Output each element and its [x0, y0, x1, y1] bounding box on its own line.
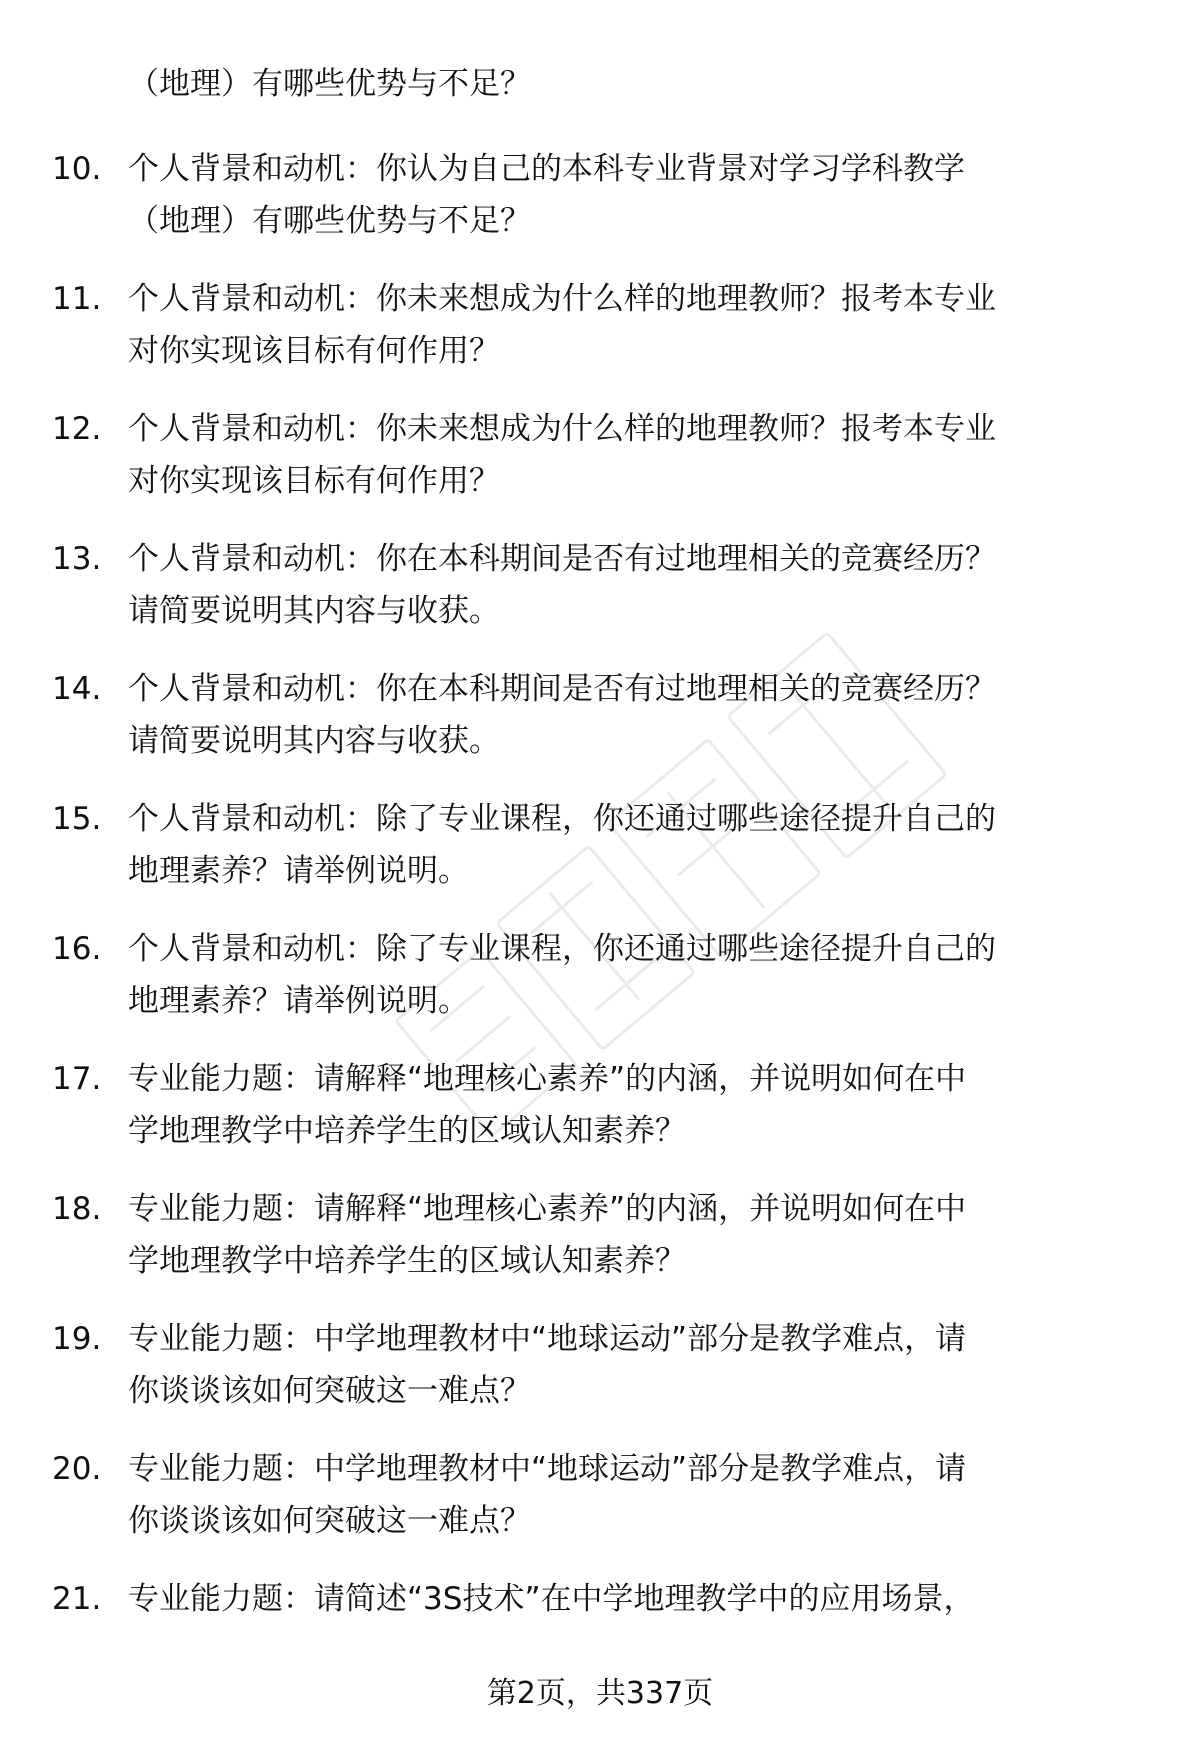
question-number: 19. [52, 1321, 102, 1357]
question-item [0, 1183, 1200, 1313]
question-text [128, 1573, 1138, 1625]
question-text [128, 143, 1138, 247]
question-text [128, 793, 1138, 897]
question-text [128, 923, 1138, 1027]
question-line: 个人背景和动机：除了专业课程，你还通过哪些途径提升自己的 [128, 801, 996, 837]
question-item [0, 793, 1200, 923]
question-line: 专业能力题：中学地理教材中“地球运动”部分是教学难点，请 [128, 1451, 967, 1487]
question-text [128, 1183, 1138, 1287]
question-line: 专业能力题：请解释“地理核心素养”的内涵，并说明如何在中 [128, 1061, 967, 1097]
question-number: 16. [52, 931, 102, 967]
page-footer: 第2页，共337页 [486, 1676, 714, 1711]
question-number: 15. [52, 801, 102, 837]
question-text [128, 1053, 1138, 1157]
question-line: 学地理教学中培养学生的区域认知素养？ [128, 1243, 686, 1279]
question-text [128, 1313, 1138, 1417]
question-text [128, 403, 1138, 507]
question-item [0, 1313, 1200, 1443]
question-line: 专业能力题：中学地理教材中“地球运动”部分是教学难点，请 [128, 1321, 967, 1357]
question-text [128, 663, 1138, 767]
question-number: 17. [52, 1061, 102, 1097]
question-line: 专业能力题：请简述“3S技术”在中学地理教学中的应用场景， [128, 1581, 975, 1617]
question-item [0, 273, 1200, 403]
question-item [0, 1443, 1200, 1573]
question-item [0, 923, 1200, 1053]
question-number: 18. [52, 1191, 102, 1227]
question-number: 20. [52, 1451, 102, 1487]
question-line: 个人背景和动机：你认为自己的本科专业背景对学习学科教学 [128, 151, 965, 187]
question-item [0, 1053, 1200, 1183]
question-line: （地理）有哪些优势与不足？ [128, 203, 531, 239]
question-line: 学地理教学中培养学生的区域认知素养？ [128, 1113, 686, 1149]
question-line: 个人背景和动机：你在本科期间是否有过地理相关的竞赛经历？ [128, 541, 996, 577]
question-line: 专业能力题：请解释“地理核心素养”的内涵，并说明如何在中 [128, 1191, 967, 1227]
question-line: 请简要说明其内容与收获。 [128, 723, 500, 759]
question-line: 对你实现该目标有何作用？ [128, 463, 500, 499]
question-line: 个人背景和动机：你未来想成为什么样的地理教师？报考本专业 [128, 281, 996, 317]
question-line: 地理素养？请举例说明。 [128, 853, 469, 889]
question-line: 你谈谈该如何突破这一难点？ [128, 1373, 531, 1409]
question-item [0, 533, 1200, 663]
question-item [0, 663, 1200, 793]
question-line: 个人背景和动机：你在本科期间是否有过地理相关的竞赛经历？ [128, 671, 996, 707]
question-line: 对你实现该目标有何作用？ [128, 333, 500, 369]
question-number: 10. [52, 151, 102, 187]
continuation-line: （地理）有哪些优势与不足？ [128, 66, 531, 102]
question-number: 13. [52, 541, 102, 577]
question-item [0, 143, 1200, 273]
question-text [128, 1443, 1138, 1547]
question-line: 你谈谈该如何突破这一难点？ [128, 1503, 531, 1539]
question-number: 12. [52, 411, 102, 447]
question-text [128, 273, 1138, 377]
question-line: 个人背景和动机：你未来想成为什么样的地理教师？报考本专业 [128, 411, 996, 447]
question-text [128, 533, 1138, 637]
question-line: 地理素养？请举例说明。 [128, 983, 469, 1019]
question-line: 个人背景和动机：除了专业课程，你还通过哪些途径提升自己的 [128, 931, 996, 967]
question-line: 请简要说明其内容与收获。 [128, 593, 500, 629]
question-item [0, 403, 1200, 533]
question-list [0, 143, 1200, 1703]
question-number: 11. [52, 281, 102, 317]
question-number: 14. [52, 671, 102, 707]
question-number: 21. [52, 1581, 102, 1617]
